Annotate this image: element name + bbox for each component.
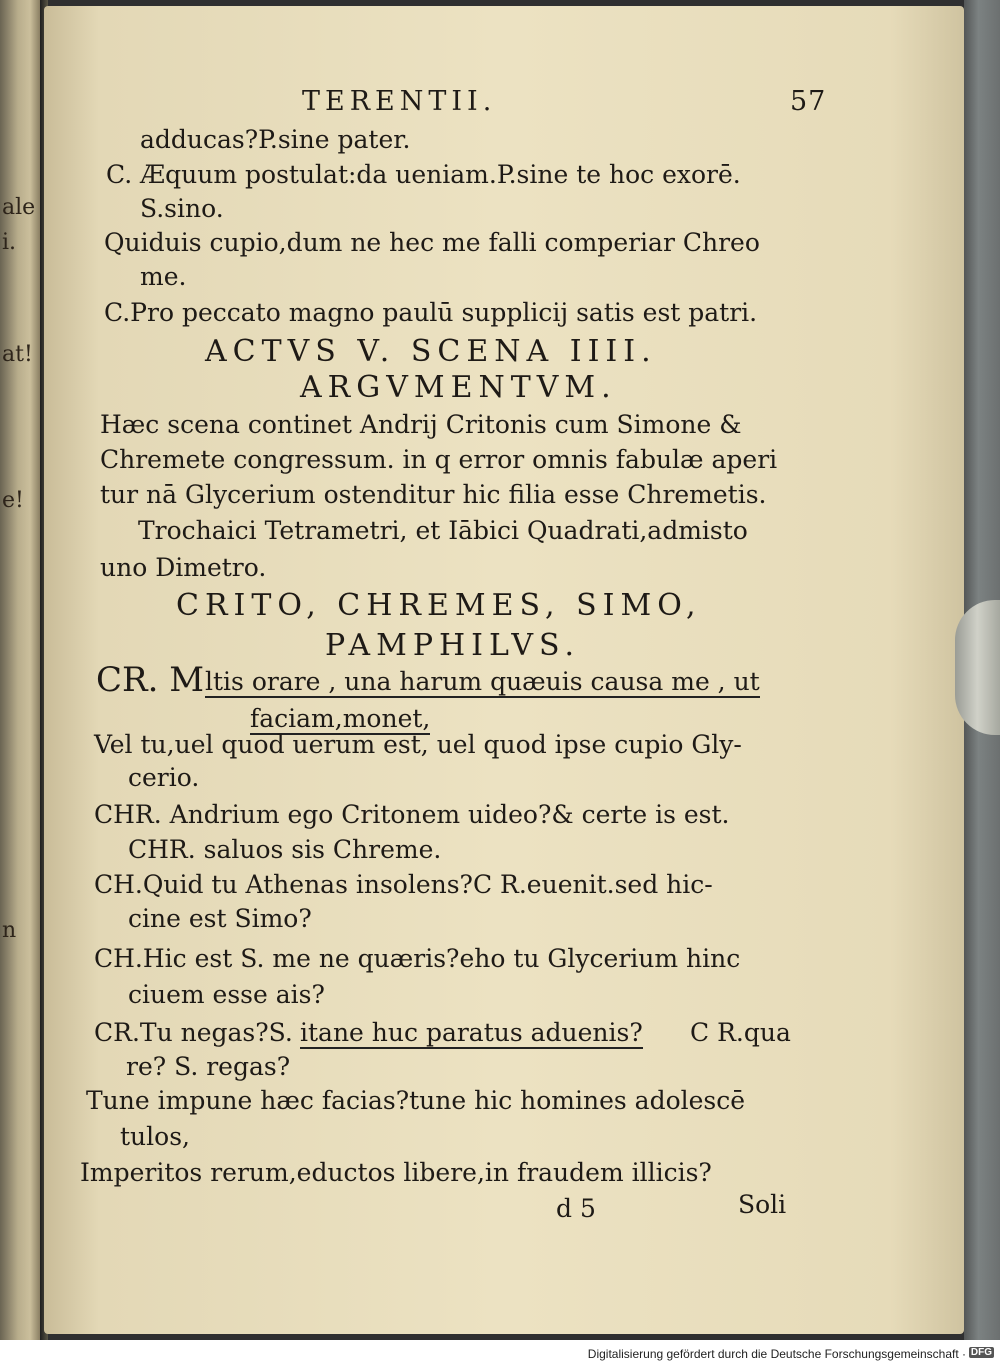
text-line-underlined: ltis orare , una harum quæuis causa me , ut (205, 667, 760, 696)
text-line: CHR. saluos sis Chreme. (128, 835, 442, 864)
text-line: ciuem esse ais? (128, 980, 325, 1009)
text-line: re? S. regas? (126, 1052, 291, 1081)
text-line: CR.Tu negas?S. (94, 1018, 293, 1047)
text-line: C. Æquum postulat:da ueniam.P.sine te hoc exorē. (106, 160, 741, 189)
left-page-mark: ale (2, 195, 36, 220)
text-line: CHR. Andrium ego Critonem uideo?& certe is est. (94, 800, 730, 829)
left-page-mark: at! (2, 342, 33, 367)
text-line-underlined: faciam,monet, (250, 704, 431, 733)
left-page-mark: n (2, 918, 17, 943)
text-line: cine est Simo? (128, 904, 312, 933)
digitization-footer (0, 1340, 1000, 1367)
left-page-edge (0, 0, 40, 1340)
text-line: cerio. (128, 763, 200, 792)
signature-mark: d 5 (556, 1194, 596, 1223)
text-line: CH.Hic est S. me ne quæris?eho tu Glycerium hinc (94, 944, 741, 973)
argument-heading: ARGVMENTVM. (300, 370, 617, 405)
speaker-initial: CR. M (96, 660, 205, 700)
text-line: Vel tu,uel quod uerum est, uel quod ipse cupio Gly- (94, 730, 742, 759)
text-line: Quiduis cupio,dum ne hec me falli comperiar Chreo (104, 228, 760, 257)
page-number: 57 (790, 86, 827, 117)
text-line: Trochaici Tetrametri, et Iābici Quadrati,admisto (138, 516, 748, 545)
text-line: tur nā Glycerium ostenditur hic filia esse Chremetis. (100, 480, 767, 509)
text-line: Tune impune hæc facias?tune hic homines adolescē (86, 1086, 746, 1115)
text-line: me. (140, 262, 187, 291)
text-line: C R.qua (690, 1018, 791, 1047)
footer-credit: Digitalisierung gefördert durch die Deutsche Forschungsgemeinschaft · (587, 1347, 966, 1361)
text-line: Imperitos rerum,eductos libere,in fraudem illicis? (80, 1158, 712, 1187)
characters-heading: CRITO, CHREMES, SIMO, (176, 588, 702, 623)
text-line: Chremete congressum. in q error omnis fabulæ aperi (100, 445, 778, 474)
dfg-logo: DFG (970, 1347, 992, 1358)
text-line: tulos, (120, 1122, 190, 1151)
text-line: CH.Quid tu Athenas insolens?C R.euenit.sed hic- (94, 870, 713, 899)
text-line: S.sino. (140, 194, 224, 223)
catchword: Soli (738, 1190, 787, 1219)
act-scene-heading: ACTVS V. SCENA IIII. (205, 334, 657, 369)
page-clip (955, 600, 1000, 735)
left-page-mark: e! (2, 488, 24, 513)
text-line: adducas?P.sine pater. (140, 125, 411, 154)
text-line-underlined: itane huc paratus aduenis? (300, 1018, 643, 1047)
text-line: uno Dimetro. (100, 553, 267, 582)
text-line: C.Pro peccato magno paulū supplicij satis est patri. (104, 298, 758, 327)
characters-heading-cont: PAMPHILVS. (325, 628, 581, 663)
running-title: TERENTII. (302, 86, 497, 117)
left-page-mark: i. (2, 230, 17, 255)
text-line: Hæc scena continet Andrij Critonis cum Simone & (100, 410, 742, 439)
